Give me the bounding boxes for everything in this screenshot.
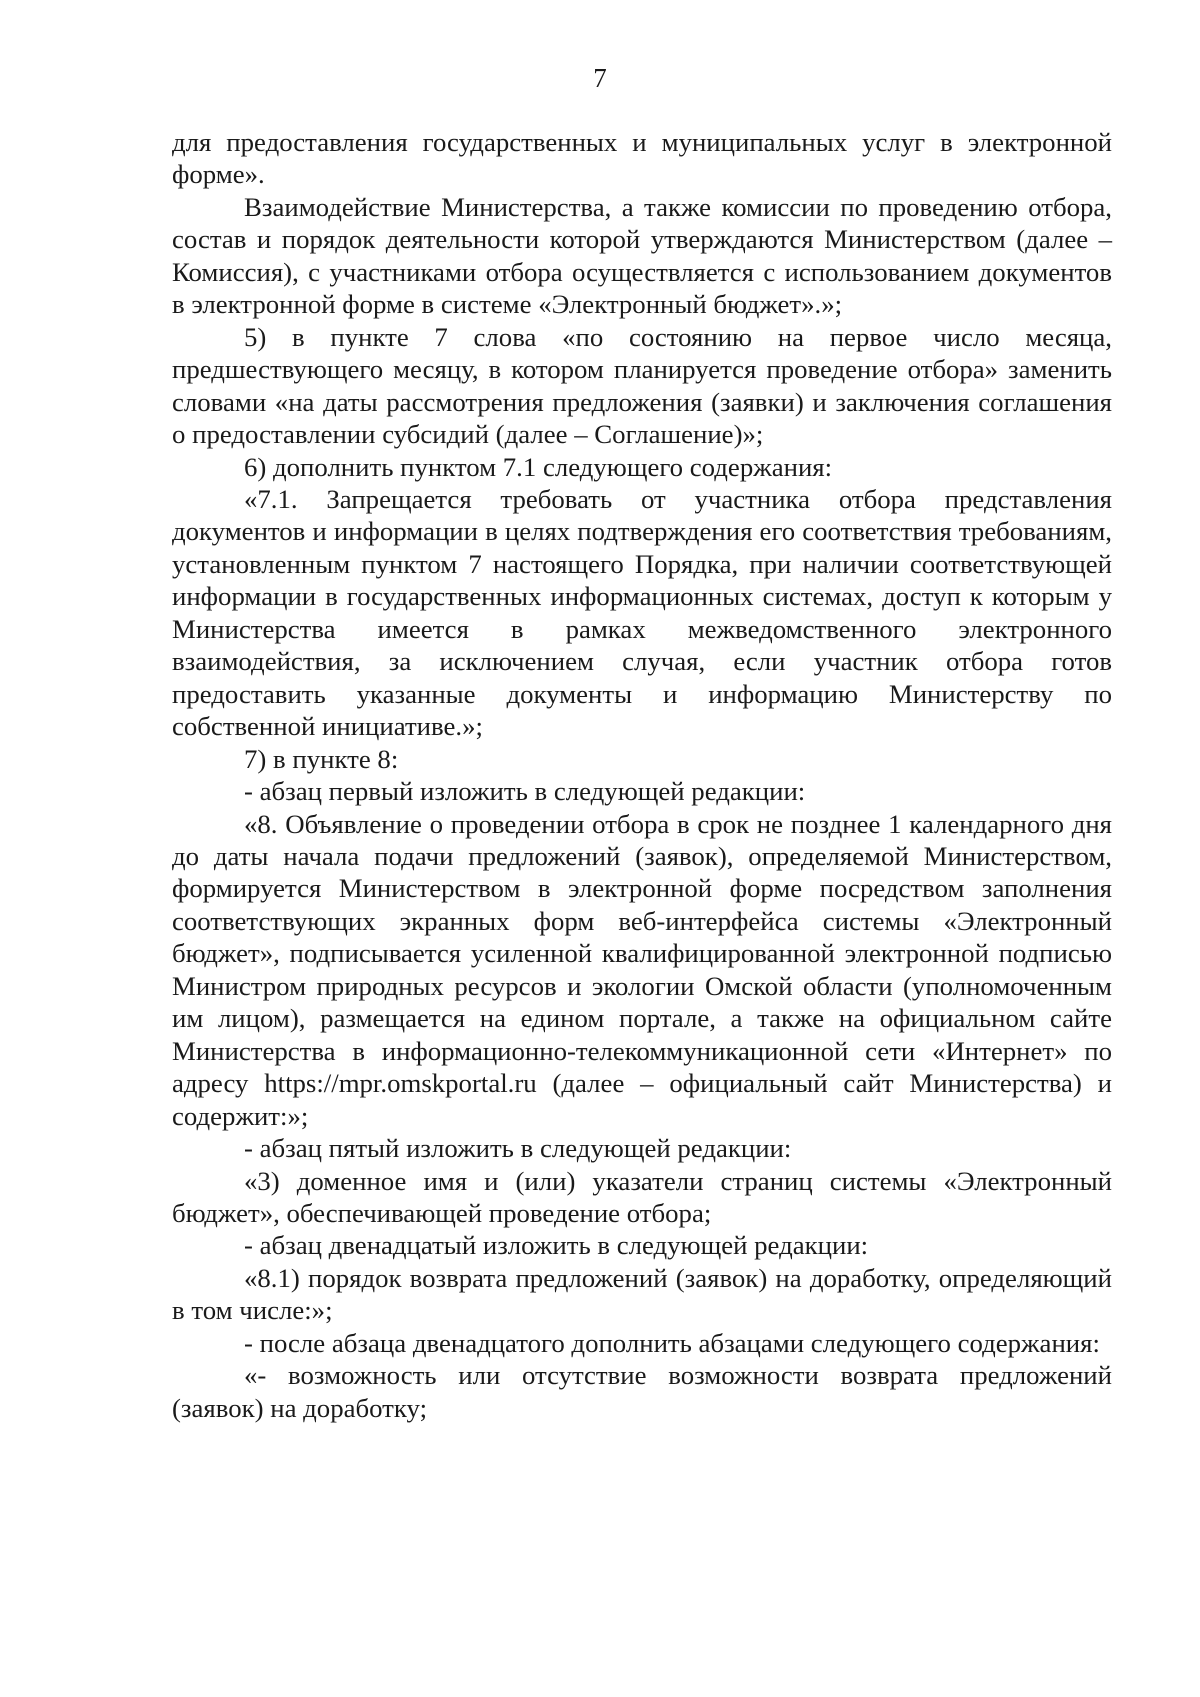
- paragraph: «8.1) порядок возврата предложений (заявок) на доработку, определяющий в том числе:»;: [172, 1262, 1112, 1326]
- paragraph: Взаимодействие Министерства, а также комиссии по проведению отбора, состав и порядок деятельности которой утверждаются Министерством (далее – Комиссия), с участниками отбора осуществляется с использованием документов в электронной форме в системе «Электронный бюджет».»;: [172, 191, 1112, 320]
- paragraph: - абзац двенадцатый изложить в следующей редакции:: [244, 1230, 869, 1261]
- paragraph: «- возможность или отсутствие возможности возврата предложений (заявок) на доработку;: [172, 1360, 1112, 1423]
- paragraph: «3) доменное имя и (или) указатели страниц системы «Электронный бюджет», обеспечивающей проведение отбора;: [172, 1165, 1112, 1228]
- page-number: 7: [593, 63, 607, 93]
- paragraph: 5) в пункте 7 слова «по состоянию на первое число месяца, предшествующего месяцу, в котором планируется проведение отбора» заменить словами «на даты рассмотрения предложения (заявки) и заключения соглашения о предоставлении субсидий (далее – Соглашение)»;: [172, 321, 1112, 450]
- paragraph: «8. Объявление о проведении отбора в срок не позднее 1 календарного дня до даты начала подачи предложений (заявок), определяемой Министерством, формируется Министерством в электронной форме посредством заполнения соответствующих экранных форм веб-интерфейса системы «Электронный бюджет», подписывается усиленной квалифицированной электронной подписью Министром природных ресурсов и экологии Омской области (уполномоченным им лицом), размещается на едином портале, а также на официальном сайте Министерства в информационно-телекоммуникационной сети «Интернет» по адресу https://mpr.omskportal.ru (далее – официальный сайт Министерства) и содержит:»;: [172, 808, 1112, 1131]
- paragraph: - после абзаца двенадцатого дополнить абзацами следующего содержания:: [244, 1327, 1100, 1358]
- paragraph: 6) дополнить пунктом 7.1 следующего содержания:: [244, 451, 833, 482]
- paragraph: 7) в пункте 8:: [244, 743, 399, 774]
- paragraph: для предоставления государственных и муниципальных услуг в электронной форме».: [172, 127, 1112, 190]
- paragraph: - абзац пятый изложить в следующей редакции:: [244, 1133, 792, 1164]
- document-body: [172, 126, 1112, 1424]
- paragraph: - абзац первый изложить в следующей редакции:: [244, 776, 806, 807]
- paragraph: «7.1. Запрещается требовать от участника отбора представления документов и информации в целях подтверждения его соответствия требованиям, установленным пунктом 7 настоящего Порядка, при наличии соответствующей информации в государственных информационных системах, доступ к которым у Министерства имеется в рамках межведомственного электронного взаимодействия, за исключением случая, если участник отбора готов предоставить указанные документы и информацию Министерству по собственной инициативе.»;: [172, 483, 1112, 742]
